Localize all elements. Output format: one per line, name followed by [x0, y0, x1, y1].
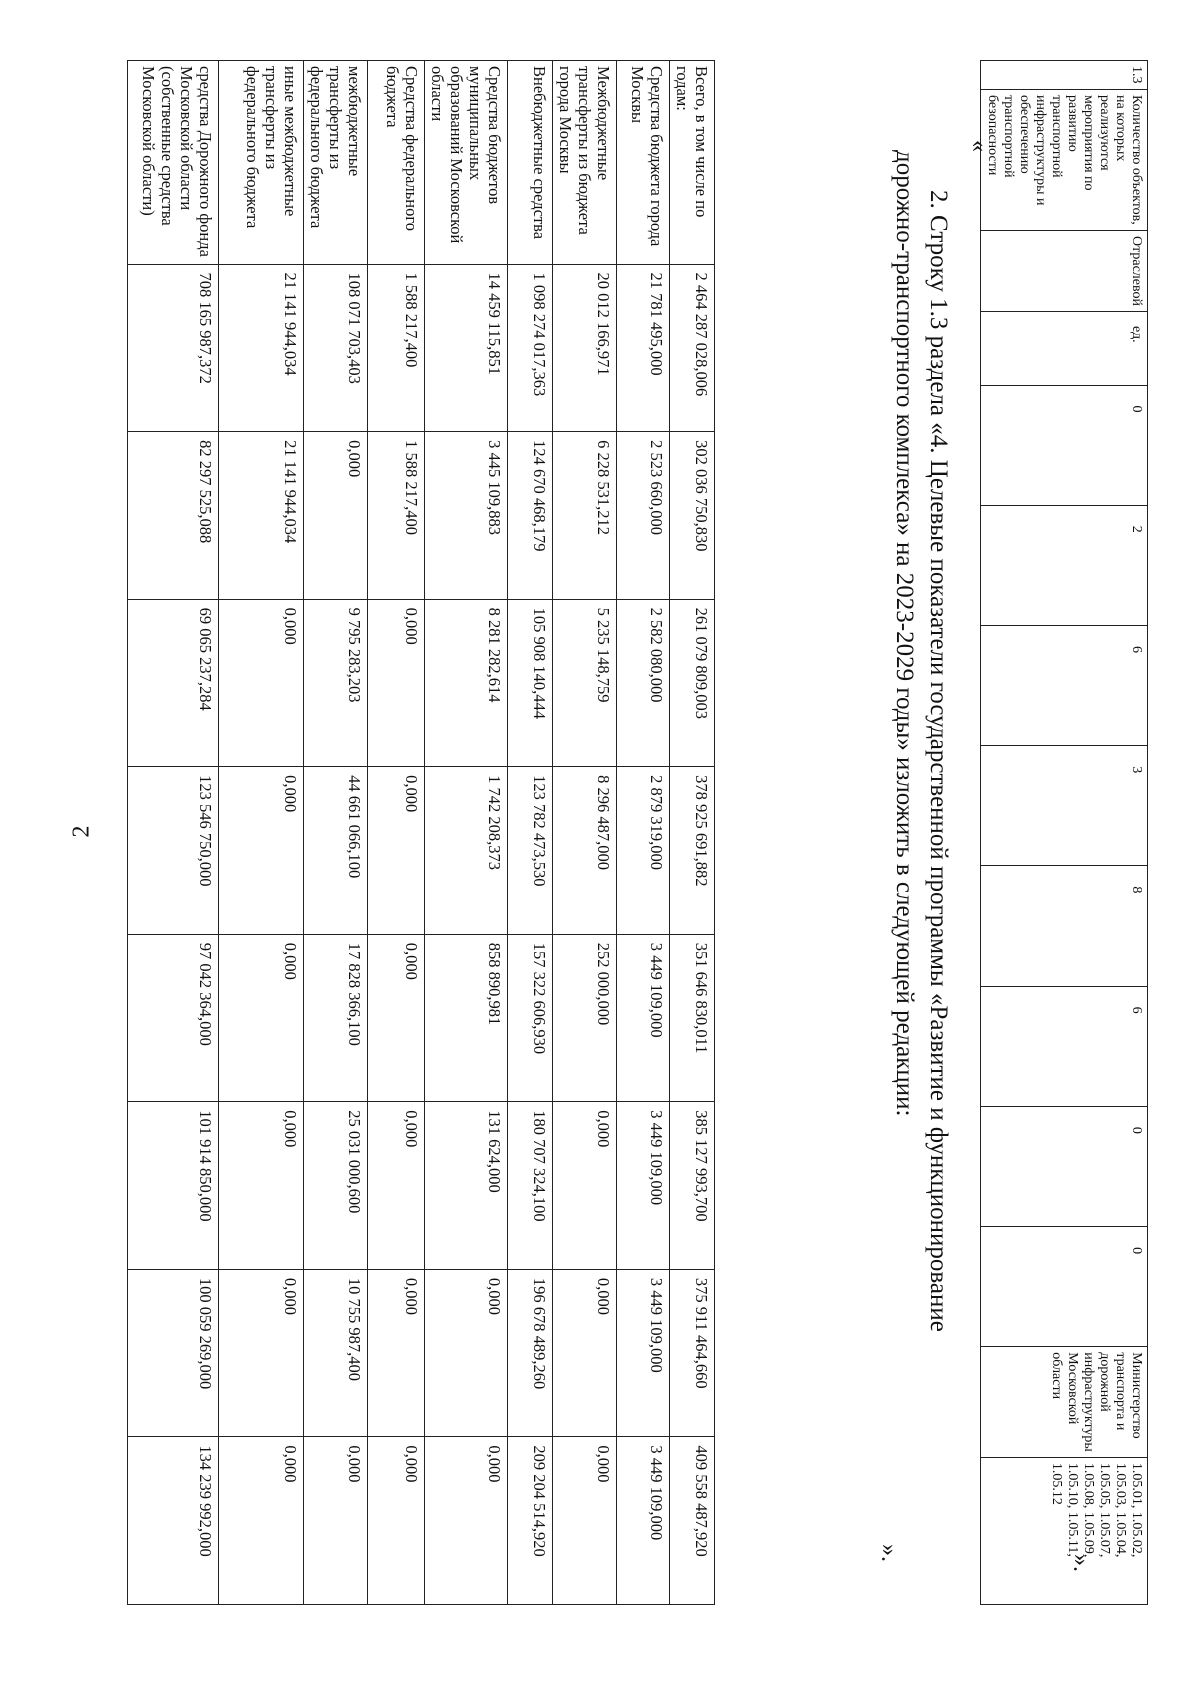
- amount-cell: 708 165 987,372: [128, 264, 219, 432]
- amount-cell: 2 464 287 028,006: [670, 264, 715, 432]
- amount-cell: 0,000: [304, 1437, 368, 1605]
- amount-cell: 100 059 269,000: [128, 1269, 219, 1437]
- amount-cell: 0,000: [219, 767, 304, 935]
- amount-cell: 0,000: [219, 934, 304, 1102]
- table-row: [553, 61, 617, 1605]
- amount-cell: 131 624,000: [425, 1102, 508, 1270]
- amount-cell: 0,000: [368, 767, 425, 935]
- amount-cell: 0,000: [368, 934, 425, 1102]
- amount-cell: 0,000: [219, 1269, 304, 1437]
- row-label: Средства бюджета города Москвы: [617, 61, 670, 265]
- amount-cell: 2 582 080,000: [617, 599, 670, 767]
- amount-cell: 375 911 464,660: [670, 1269, 715, 1437]
- amount-cell: 0,000: [304, 432, 368, 600]
- row-label: Внебюджетные средства: [508, 61, 553, 265]
- amount-cell: 101 914 850,000: [128, 1102, 219, 1270]
- amount-cell: 209 204 514,920: [508, 1437, 553, 1605]
- indicator-value: 3: [981, 746, 1148, 866]
- amount-cell: 0,000: [219, 1102, 304, 1270]
- indicator-value: 6: [981, 986, 1148, 1106]
- amount-cell: 6 228 531,212: [553, 432, 617, 600]
- amount-cell: 409 558 487,920: [670, 1437, 715, 1605]
- amount-cell: 44 661 066,100: [304, 767, 368, 935]
- row-label: Средства федерального бюджета: [368, 61, 425, 265]
- row-label: Средства бюджетов муниципальных образований Московской области: [425, 61, 508, 265]
- amount-cell: 20 012 166,971: [553, 264, 617, 432]
- indicator-value: 6: [981, 625, 1148, 745]
- amount-cell: 21 141 944,034: [219, 432, 304, 600]
- amount-cell: 1 098 274 017,363: [508, 264, 553, 432]
- amount-cell: 10 755 987,400: [304, 1269, 368, 1437]
- indicator-value: 8: [981, 866, 1148, 986]
- indicator-value: 0: [981, 385, 1148, 505]
- amount-cell: 858 890,981: [425, 934, 508, 1102]
- amount-cell: 0,000: [553, 1437, 617, 1605]
- amount-cell: 157 322 606,930: [508, 934, 553, 1102]
- amount-cell: 9 795 283,203: [304, 599, 368, 767]
- amount-cell: 14 459 115,851: [425, 264, 508, 432]
- amount-cell: 0,000: [368, 1437, 425, 1605]
- amount-cell: 25 031 000,600: [304, 1102, 368, 1270]
- indicator-name: Количество объектов, на которых реализуются мероприятия по развитию транспортной инфраструктуры и обеспечению транспортной безопасности: [981, 89, 1148, 230]
- amount-cell: 21 141 944,034: [219, 264, 304, 432]
- amount-cell: 5 235 148,759: [553, 599, 617, 767]
- indicator-links: 1.05.01, 1.05.02, 1.05.03, 1.05.04, 1.05.05, 1.05.07, 1.05.08, 1.05.09, 1.05.10, 1.05.11, 1.05.12: [981, 1457, 1148, 1604]
- table-row: [670, 61, 715, 1605]
- amount-cell: 3 449 109,000: [617, 1437, 670, 1605]
- amount-cell: 108 071 703,403: [304, 264, 368, 432]
- indicator-unit: ед.: [981, 312, 1148, 386]
- amount-cell: 134 239 992,000: [128, 1437, 219, 1605]
- amount-cell: 0,000: [368, 1269, 425, 1437]
- opening-quote: «: [966, 140, 992, 152]
- table-row: [368, 61, 425, 1605]
- amount-cell: 180 707 324,100: [508, 1102, 553, 1270]
- finance-table: [127, 60, 715, 1605]
- amount-cell: 17 828 366,100: [304, 934, 368, 1102]
- amount-cell: 123 546 750,000: [128, 767, 219, 935]
- amount-cell: 3 449 109,000: [617, 1102, 670, 1270]
- amount-cell: 0,000: [553, 1102, 617, 1270]
- indicator-number: 1.3: [981, 61, 1148, 90]
- amount-cell: 82 297 525,088: [128, 432, 219, 600]
- amount-cell: 261 079 809,003: [670, 599, 715, 767]
- amount-cell: 2 879 319,000: [617, 767, 670, 935]
- amount-cell: 378 925 691,882: [670, 767, 715, 935]
- amount-cell: 97 042 364,000: [128, 934, 219, 1102]
- amount-cell: 8 281 282,614: [425, 599, 508, 767]
- amount-cell: 0,000: [368, 1102, 425, 1270]
- amount-cell: 252 000,000: [553, 934, 617, 1102]
- amount-cell: 0,000: [425, 1437, 508, 1605]
- amount-cell: 105 908 140,444: [508, 599, 553, 767]
- amount-cell: 0,000: [553, 1269, 617, 1437]
- amendment-paragraph: [887, 150, 955, 1600]
- amount-cell: 351 646 830,011: [670, 934, 715, 1102]
- indicator-value: 0: [981, 1227, 1148, 1347]
- table-row: [219, 61, 304, 1605]
- amount-cell: 3 449 109,000: [617, 1269, 670, 1437]
- table-row: [981, 61, 1148, 1605]
- amount-cell: 1 588 217,400: [368, 432, 425, 600]
- amount-cell: 0,000: [368, 599, 425, 767]
- amount-cell: 302 036 750,830: [670, 432, 715, 600]
- indicator-table: [980, 60, 1148, 1605]
- amount-cell: 0,000: [219, 1437, 304, 1605]
- paragraph-line: 2. Строку 1.3 раздела «4. Целевые показатели государственной программы «Развитие и функционирование: [925, 190, 952, 1332]
- amount-cell: 0,000: [219, 599, 304, 767]
- amount-cell: 385 127 993,700: [670, 1102, 715, 1270]
- table-row: [304, 61, 368, 1605]
- amount-cell: 69 065 237,284: [128, 599, 219, 767]
- amount-cell: 3 449 109,000: [617, 934, 670, 1102]
- paragraph-line: дорожно-транспортного комплекса» на 2023-2029 годы» изложить в следующей редакции:: [891, 150, 918, 1117]
- amount-cell: 21 781 495,000: [617, 264, 670, 432]
- table-row: [617, 61, 670, 1605]
- row-label: межбюджетные трансферты из федерального бюджета: [304, 61, 368, 265]
- amount-cell: 2 523 660,000: [617, 432, 670, 600]
- row-label: иные межбюджетные трансферты из федерального бюджета: [219, 61, 304, 265]
- row-label: Межбюджетные трансферты из бюджета города Москвы: [553, 61, 617, 265]
- indicator-type: Отраслевой: [981, 230, 1148, 311]
- page-number: 2: [68, 825, 95, 838]
- row-label: Всего, в том числе по годам:: [670, 61, 715, 265]
- table-row: [425, 61, 508, 1605]
- closing-quote: ».: [1068, 1554, 1094, 1572]
- amount-cell: 8 296 487,000: [553, 767, 617, 935]
- amount-cell: 196 678 489,260: [508, 1269, 553, 1437]
- indicator-responsible: Министерство транспорта и дорожной инфраструктуры Московской области: [981, 1347, 1148, 1458]
- indicator-value: 0: [981, 1106, 1148, 1226]
- amount-cell: 1 742 208,373: [425, 767, 508, 935]
- closing-quote: ».: [876, 1544, 902, 1562]
- table-row: [128, 61, 219, 1605]
- amount-cell: 124 670 468,179: [508, 432, 553, 600]
- amount-cell: 123 782 473,530: [508, 767, 553, 935]
- rotated-content: [139, 60, 1160, 1620]
- row-label: средства Дорожного фонда Московской области (собственные средства Московской области): [128, 61, 219, 265]
- indicator-value: 2: [981, 505, 1148, 625]
- amount-cell: 1 588 217,400: [368, 264, 425, 432]
- table-row: [508, 61, 553, 1605]
- amount-cell: 3 445 109,883: [425, 432, 508, 600]
- amount-cell: 0,000: [425, 1269, 508, 1437]
